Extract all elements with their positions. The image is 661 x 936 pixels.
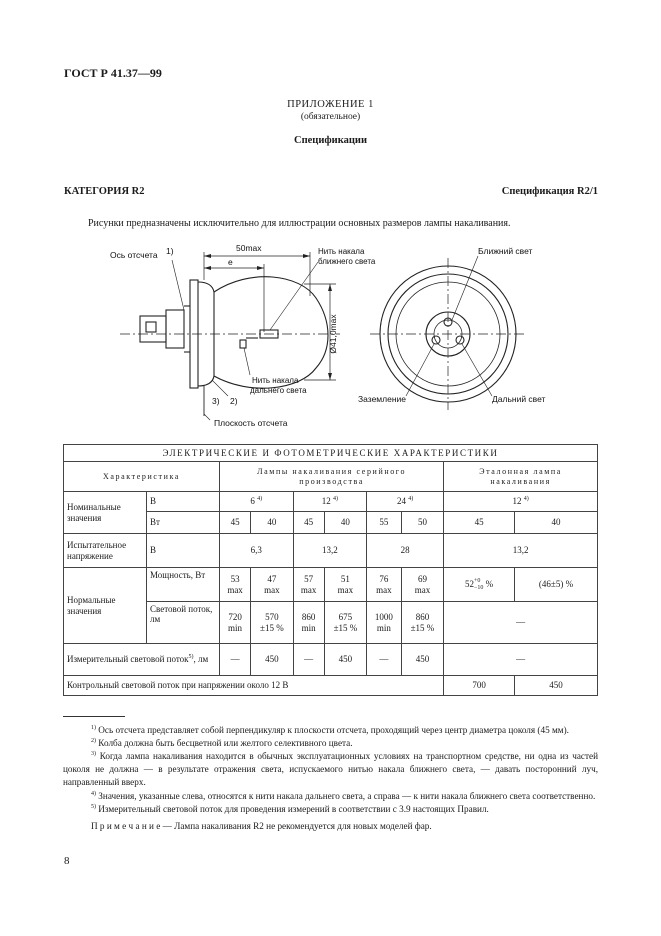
- ground-pin: [432, 336, 440, 344]
- control-flux-value: 700: [444, 676, 515, 696]
- appendix-heading: Спецификации: [294, 135, 367, 146]
- appendix-subtitle: (обязательное): [300, 112, 361, 122]
- nominal-v-24: 24 $^{4)}$: [367, 492, 444, 512]
- flux-value: 720 min: [220, 602, 251, 644]
- nominal-unit-w: Вт: [147, 512, 220, 534]
- flux-value: 570 ±15 %: [251, 602, 293, 644]
- diameter-label: Ø41,0max: [328, 314, 338, 354]
- nominal-label: Номинальные значения: [64, 492, 147, 534]
- power-value: 51 max: [324, 568, 366, 602]
- footnote-rule: [63, 716, 125, 717]
- ref-power-value-a: 52+0 −10 %: [444, 568, 515, 602]
- test-voltage-label: Испытательное напряжение: [64, 534, 147, 568]
- category-label: КАТЕГОРИЯ R2: [64, 186, 145, 197]
- footnote-3-mark: 3): [212, 396, 220, 406]
- nominal-unit-v: В: [147, 492, 220, 512]
- measuring-flux-value: 450: [251, 644, 293, 676]
- header-reference-lamp: Эталонная лампа накаливания: [444, 462, 598, 492]
- low-filament-label-2: ближнего света: [318, 257, 376, 266]
- ref-flux-value: —: [444, 602, 598, 644]
- reference-axis-label: Ось отсчета: [110, 250, 158, 260]
- test-voltage-value: 13,2: [293, 534, 367, 568]
- measuring-flux-value: —: [293, 644, 324, 676]
- high-filament-label-1: Нить накала: [252, 376, 299, 385]
- page-number: 8: [64, 855, 70, 867]
- flux-value: 860 min: [293, 602, 324, 644]
- flux-value: 860 ±15 %: [401, 602, 444, 644]
- lamp-front-view: [370, 256, 526, 410]
- reference-plane-label: Плоскость отсчета: [214, 418, 288, 428]
- flux-label: Световой поток, лм: [147, 602, 220, 644]
- low-beam-label: Ближний свет: [478, 246, 533, 256]
- flux-value: 1000 min: [367, 602, 402, 644]
- ground-label: Заземление: [358, 394, 406, 404]
- high-beam-filament: [240, 340, 246, 348]
- power-value: 47 max: [251, 568, 293, 602]
- nominal-w: 45: [293, 512, 324, 534]
- power-value: 76 max: [367, 568, 402, 602]
- footnote-4: $^{4)}$ Значения, указанные слева, относятся к нити накала дальнего света, а справа — к нити накала ближнего света соответственно.: [91, 790, 596, 801]
- footnote-1: $^{1)}$ Ось отсчета представляет собой перпендикуляр к плоскости отсчета, проходящий через центр диаметра цоколя (45 мм).: [91, 725, 569, 736]
- test-voltage-value: 13,2: [444, 534, 598, 568]
- high-filament-label-2: дальнего света: [250, 386, 307, 395]
- appendix-title: ПРИЛОЖЕНИЕ 1: [287, 99, 374, 110]
- nominal-w: 45: [220, 512, 251, 534]
- measuring-flux-value: —: [367, 644, 402, 676]
- test-voltage-value: 6,3: [220, 534, 294, 568]
- lamp-drawing: [100, 240, 560, 432]
- lamp-bulb: [214, 277, 328, 388]
- footnote-5: $^{5)}$ Измерительный световой поток для проведения измерений в соответствии с 3.9 настоящих Правил.: [91, 803, 489, 814]
- nominal-v-6: 6 $^{4)}$: [220, 492, 294, 512]
- high-beam-pin: [456, 336, 464, 344]
- characteristics-table: [63, 444, 598, 696]
- control-flux-label: Контрольный световой поток при напряжении около 12 В: [64, 676, 444, 696]
- measuring-flux-label: Измерительный световой поток$^{5)}$, лм: [64, 644, 220, 676]
- footnotes: [63, 724, 598, 833]
- document-header: ГОСТ Р 41.37—99: [64, 66, 162, 80]
- table-title: ЭЛЕКТРИЧЕСКИЕ И ФОТОМЕТРИЧЕСКИЕ ХАРАКТЕРИСТИКИ: [64, 445, 598, 462]
- power-value: 69 max: [401, 568, 444, 602]
- normal-values-label: Нормальные значения: [64, 568, 147, 644]
- high-beam-label: Дальний свет: [492, 394, 546, 404]
- nominal-w: 40: [251, 512, 293, 534]
- flux-value: 675 ±15 %: [324, 602, 366, 644]
- ref-power-value-b: (46±5) %: [514, 568, 597, 602]
- header-serial-lamps: Лампы накаливания серийного производства: [220, 462, 444, 492]
- nominal-v-12: 12 $^{4)}$: [293, 492, 367, 512]
- footnote-2: $^{2)}$ Колба должна быть бесцветной или желтого селективного цвета.: [91, 738, 353, 749]
- low-filament-label-1: Нить накала: [318, 247, 365, 256]
- measuring-flux-value: 450: [324, 644, 366, 676]
- header-characteristic: Характеристика: [64, 462, 220, 492]
- remark: П р и м е ч а н и е — Лампа накаливания R2 не рекомендуется для новых моделей фар.: [91, 820, 432, 831]
- measuring-flux-value: —: [220, 644, 251, 676]
- test-voltage-unit: В: [147, 534, 220, 568]
- e-label: e: [228, 257, 233, 267]
- control-flux-value: 450: [514, 676, 597, 696]
- nominal-w: 50: [401, 512, 444, 534]
- intro-text: Рисунки предназначены исключительно для иллюстрации основных размеров лампы накаливания.: [88, 218, 511, 229]
- nominal-w: 40: [514, 512, 597, 534]
- test-voltage-value: 28: [367, 534, 444, 568]
- nominal-w: 55: [367, 512, 402, 534]
- power-label: Мощность, Вт: [147, 568, 220, 602]
- nominal-v-ref: 12 $^{4)}$: [444, 492, 598, 512]
- footnote-1-mark: 1): [166, 246, 174, 256]
- power-value: 53 max: [220, 568, 251, 602]
- measuring-flux-value: 450: [401, 644, 444, 676]
- footnote-2-mark: 2): [230, 396, 238, 406]
- width-label: 50max: [236, 243, 262, 253]
- lamp-pin-base: [140, 316, 166, 342]
- lamp-socket: [166, 310, 184, 348]
- nominal-w: 40: [324, 512, 366, 534]
- nominal-w: 45: [444, 512, 515, 534]
- measuring-flux-ref: —: [444, 644, 598, 676]
- specification-label: Спецификация R2/1: [501, 186, 598, 197]
- footnote-3: $^{3)}$ Когда лампа накаливания находится в обычных эксплуатационных условиях на транспортном средстве, ни одна из частей цоколя не должна — в результате отражения света, испускаемого нитью накала ближнего света, — давать посторонний луч, направленный вверх.: [63, 751, 599, 788]
- power-value: 57 max: [293, 568, 324, 602]
